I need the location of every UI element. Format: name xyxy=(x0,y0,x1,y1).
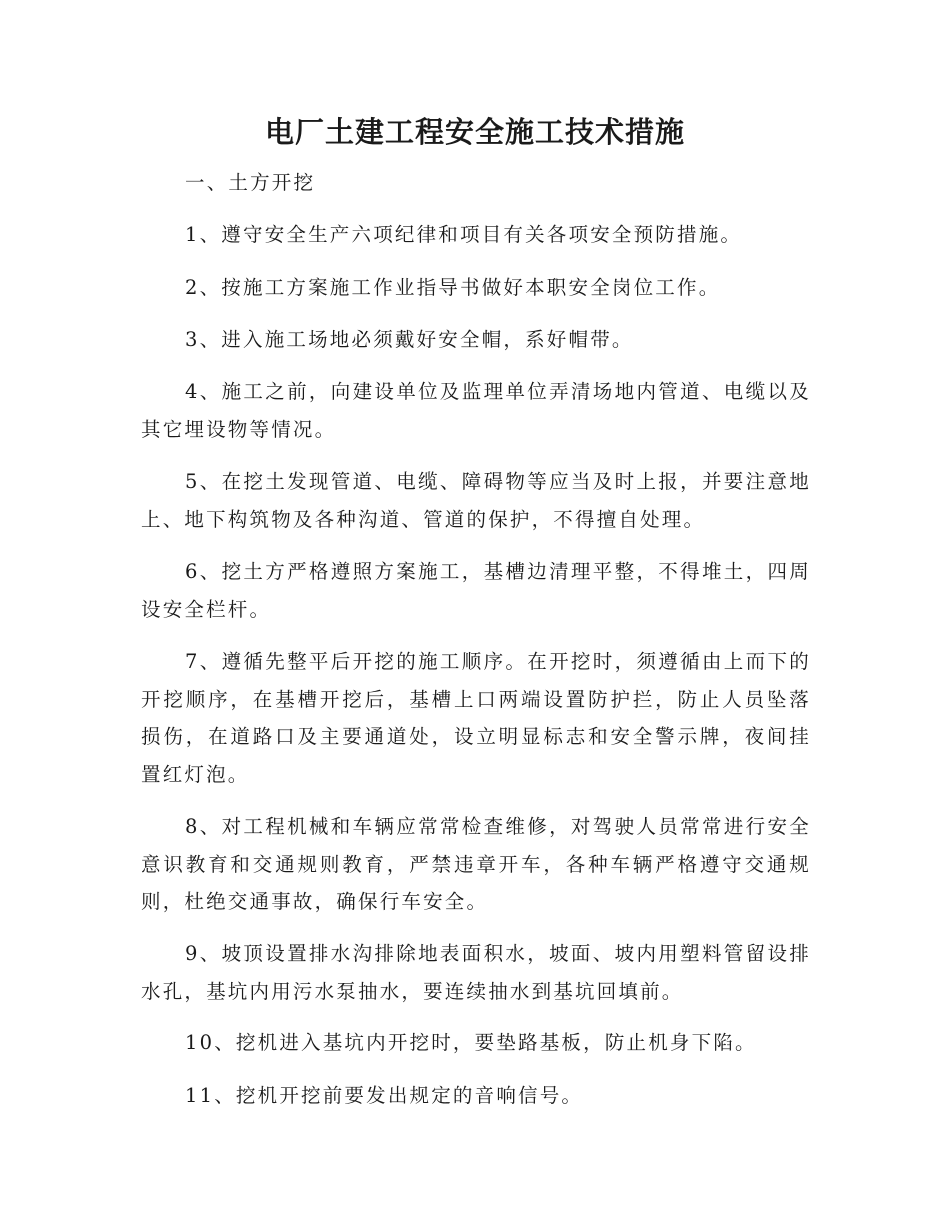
list-item-2: 2、按施工方案施工作业指导书做好本职安全岗位工作。 xyxy=(185,276,721,299)
document-title: 电厂土建工程安全施工技术措施 xyxy=(264,115,685,149)
list-item-7: 7、遵循先整平后开挖的施工顺序。在开挖时，须遵循由上而下的开挖顺序，在基槽开挖后，基槽上口两端设置防护拦，防止人员坠落损伤，在道路口及主要通道处，设立明显标志和安全警示牌，夜间挂置红灯泡。 xyxy=(141,650,811,786)
list-item-1: 1、遵守安全生产六项纪律和项目有关各项安全预防措施。 xyxy=(185,223,743,246)
list-item-6: 6、挖土方严格遵照方案施工，基槽边清理平整，不得堆土，四周设安全栏杆。 xyxy=(141,560,811,621)
list-item-11: 11、挖机开挖前要发出规定的音响信号。 xyxy=(185,1084,584,1107)
list-item-4: 4、施工之前，向建设单位及监理单位弄清场地内管道、电缆以及其它埋设物等情况。 xyxy=(141,380,811,441)
list-item-5: 5、在挖土发现管道、电缆、障碍物等应当及时上报，并要注意地上、地下构筑物及各种沟道、管道的保护，不得擅自处理。 xyxy=(141,470,811,531)
list-item-3: 3、进入施工场地必须戴好安全帽，系好帽带。 xyxy=(185,328,634,351)
list-item-8: 8、对工程机械和车辆应常常检查维修，对驾驶人员常常进行安全意识教育和交通规则教育，严禁违章开车，各种车辆严格遵守交通规则，杜绝交通事故，确保行车安全。 xyxy=(141,815,811,913)
section-heading: 一、土方开挖 xyxy=(185,171,316,194)
list-item-10: 10、挖机进入基坑内开挖时，要垫路基板，防止机身下陷。 xyxy=(185,1031,757,1054)
list-item-9: 9、坡顶设置排水沟排除地表面积水，坡面、坡内用塑料管留设排水孔，基坑内用污水泵抽水，要连续抽水到基坑回填前。 xyxy=(141,942,811,1003)
